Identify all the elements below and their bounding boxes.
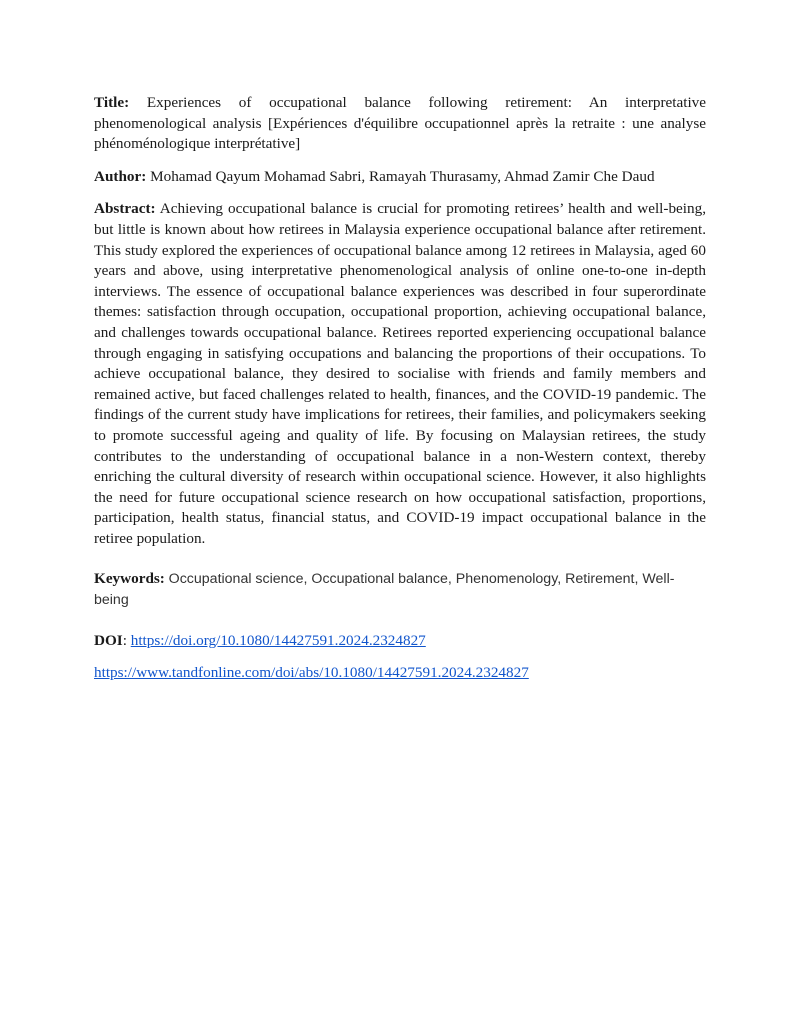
doi-label: DOI xyxy=(94,631,123,649)
abstract-paragraph xyxy=(94,199,706,549)
doi-paragraph xyxy=(94,631,706,652)
keywords-label: Keywords: xyxy=(94,570,165,588)
abstract-text: Achieving occupational balance is crucial for promoting retirees’ health and well-being, but little is known about how retirees in Malaysia experience occupational balance after retirement. This study explored the experiences of occupational balance among 12 retirees in Malaysia, aged 60 years and above, using interpretative phenomenological analysis of online one-to-one in-depth interviews. The essence of occupational balance experiences was described in four superordinate themes: satisfaction through occupation, occupational proportion, achieving occupational balance, and challenges towards occupational balance. Retirees reported experiencing occupational balance through engaging in satisfying occupations and balancing the proportions of their occupations. To achieve occupational balance, they desired to socialise with friends and family members and remained active, but faced challenges related to health, finances, and the COVID-19 pandemic. The findings of the current study have implications for retirees, their families, and policymakers seeking to promote successful ageing and quality of life. By focusing on Malaysian retirees, the study contributes to the understanding of occupational balance in a non-Western context, thereby enriching the cultural diversity of research within occupational science. However, it also highlights the need for future occupational science research on how occupational satisfaction, proportions, participation, health status, financial status, and COVID-19 impact occupational balance in the retiree population. xyxy=(94,200,706,547)
publisher-link[interactable]: https://www.tandfonline.com/doi/abs/10.1080/14427591.2024.2324827 xyxy=(94,664,529,682)
keywords-text: Occupational science, Occupational balance, Phenomenology, Retirement, Well-being xyxy=(94,571,675,609)
author-label: Author: xyxy=(94,167,147,185)
title-paragraph xyxy=(94,93,706,155)
author-text: Mohamad Qayum Mohamad Sabri, Ramayah Thurasamy, Ahmad Zamir Che Daud xyxy=(150,167,655,185)
document-page xyxy=(94,93,706,696)
keywords-paragraph xyxy=(94,569,706,610)
doi-link[interactable]: https://doi.org/10.1080/14427591.2024.2324827 xyxy=(130,631,426,649)
author-paragraph xyxy=(94,167,706,188)
title-text: Experiences of occupational balance following retirement: An interpretative phenomenological analysis [Expériences d'équilibre occupationnel après la retraite : une analyse phénoménologique interprétative] xyxy=(94,94,707,153)
abstract-label: Abstract: xyxy=(94,200,156,218)
doi-separator: : xyxy=(122,631,131,649)
title-label: Title: xyxy=(94,94,130,111)
publisher-link-paragraph xyxy=(94,663,706,684)
